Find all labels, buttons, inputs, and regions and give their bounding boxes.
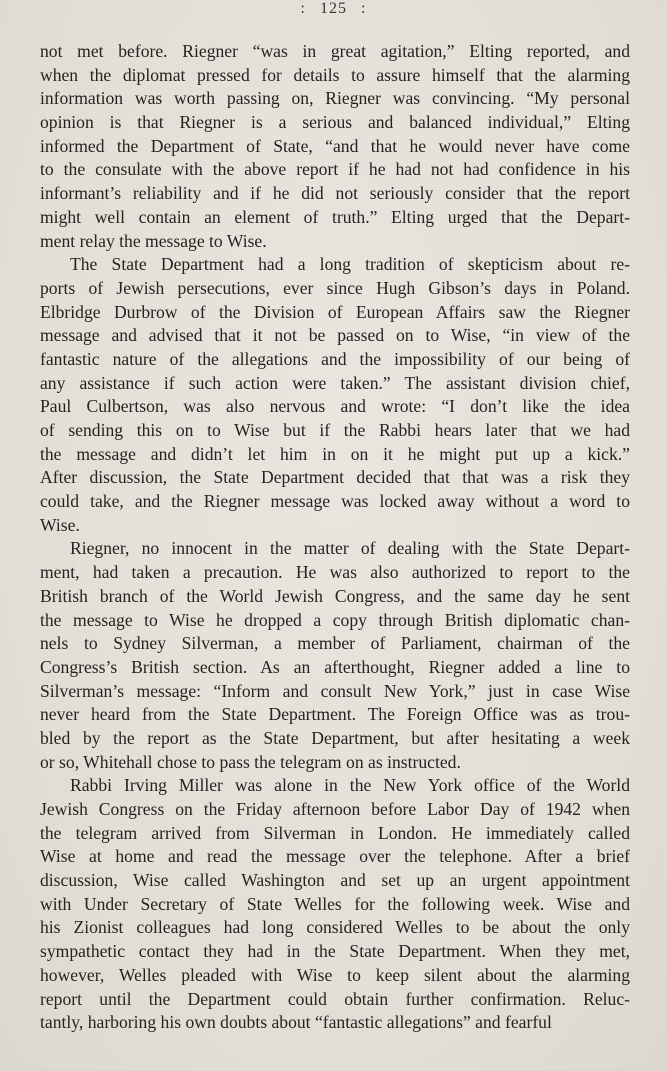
text-line: information was worth passing on, Riegner was convincing. “My personal — [40, 88, 630, 109]
text-line: Paul Culbertson, was also nervous and wrote: “I don’t like the idea — [40, 396, 630, 417]
text-line: report until the Department could obtain further confirmation. Reluc- — [40, 988, 630, 1009]
text-line: discussion, Wise called Washington and set up an urgent appointment — [40, 870, 630, 891]
text-line: bled by the report as the State Department, but after hesitating a week — [40, 727, 630, 748]
header-left-mark: : — [300, 0, 306, 17]
text-line: any assistance if such action were taken.” The assistant division chief, — [40, 372, 630, 393]
text-line: Rabbi Irving Miller was alone in the New York office of the World — [70, 775, 630, 796]
text-line: when the diplomat pressed for details to assure himself that the alarming — [40, 64, 630, 85]
text-line: ment, had taken a precaution. He was also authorized to report to the — [40, 562, 630, 583]
text-line: never heard from the State Department. The Foreign Office was as trou- — [40, 704, 630, 725]
text-line: the telegram arrived from Silverman in London. He immediately called — [40, 822, 630, 843]
text-line: ment relay the message to Wise. — [40, 230, 267, 251]
text-line: however, Welles pleaded with Wise to keep silent about the alarming — [40, 964, 630, 985]
text-line: tantly, harboring his own doubts about “fantastic allegations” and fearful — [40, 1012, 552, 1033]
text-line: Wise at home and read the message over the telephone. After a brief — [40, 846, 630, 867]
text-line: Elbridge Durbrow of the Division of European Affairs saw the Riegner — [40, 301, 630, 322]
text-line: Riegner, no innocent in the matter of dealing with the State Depart- — [70, 538, 630, 559]
text-line: might well contain an element of truth.” Elting urged that the Depart- — [40, 206, 630, 227]
text-line: Jewish Congress on the Friday afternoon before Labor Day of 1942 when — [40, 799, 630, 819]
text-line: or so, Whitehall chose to pass the telegram on as instructed. — [40, 751, 461, 772]
text-line: of sending this on to Wise but if the Rabbi hears later that we had — [40, 420, 630, 440]
paragraph — [40, 40, 630, 253]
paragraph — [40, 253, 630, 537]
page-number: 125 — [320, 0, 347, 17]
text-line: not met before. Riegner “was in great agitation,” Elting reported, and — [40, 41, 630, 61]
text-line: fantastic nature of the allegations and the impossibility of our being of — [40, 348, 630, 369]
text-line: sympathetic contact they had in the State Department. When they met, — [40, 941, 630, 962]
text-line: ports of Jewish persecutions, ever since Hugh Gibson’s days in Poland. — [40, 277, 630, 298]
text-line: the message and didn’t let him in on it he might put up a kick.” — [40, 443, 630, 464]
page-header — [0, 0, 667, 18]
text-line: After discussion, the State Department decided that that was a risk they — [40, 467, 630, 488]
text-line: British branch of the World Jewish Congress, and the same day he sent — [40, 585, 630, 606]
text-line: with Under Secretary of State Welles for the following week. Wise and — [40, 893, 630, 914]
paragraph — [40, 537, 630, 774]
text-line: The State Department had a long tradition of skepticism about re- — [70, 254, 630, 275]
text-line: Wise. — [40, 514, 80, 535]
paragraph — [40, 774, 630, 1035]
header-right-mark: : — [361, 0, 367, 17]
text-line: informed the Department of State, “and that he would never have come — [40, 135, 630, 156]
text-line: message and advised that it not be passed on to Wise, “in view of the — [40, 325, 630, 346]
text-line: his Zionist colleagues had long considered Welles to be about the only — [40, 917, 630, 938]
text-line: opinion is that Riegner is a serious and balanced individual,” Elting — [40, 112, 630, 133]
text-line: to the consulate with the above report if he had not had confidence in his — [40, 159, 630, 180]
text-line: informant’s reliability and if he did not seriously consider that the report — [40, 183, 630, 204]
text-line: could take, and the Riegner message was locked away without a word to — [40, 491, 630, 512]
body-text — [40, 40, 630, 1035]
text-line: the message to Wise he dropped a copy through British diplomatic chan- — [40, 609, 630, 630]
text-line: nels to Sydney Silverman, a member of Parliament, chairman of the — [40, 633, 630, 654]
text-line: Congress’s British section. As an afterthought, Riegner added a line to — [40, 656, 630, 677]
text-line: Silverman’s message: “Inform and consult New York,” just in case Wise — [40, 680, 630, 701]
